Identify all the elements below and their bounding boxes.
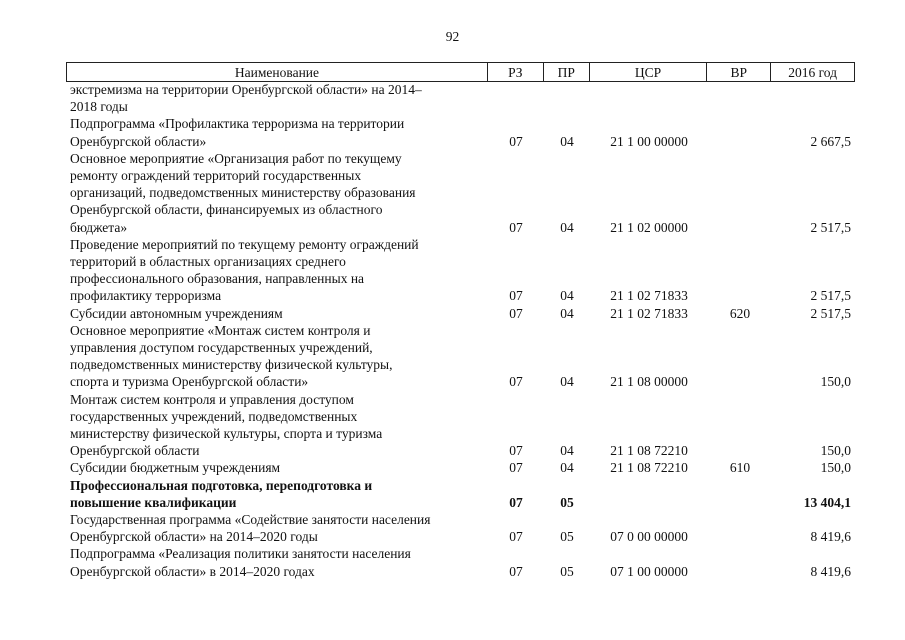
table-row <box>66 477 855 511</box>
row-rz: 07 <box>509 563 523 579</box>
table-row <box>66 511 855 545</box>
header-vr: ВР <box>707 63 771 81</box>
page-number: 92 <box>445 29 460 44</box>
row-name: Основное мероприятие «Организация работ по текущему ремонту ограждений территорий государственных организаций, подведомственных министерству образования Оренбургской области, финансируемых из областного бюджета» <box>70 150 416 235</box>
row-csr: 21 1 08 72210 <box>610 460 688 476</box>
table-row <box>66 545 855 579</box>
row-amount: 150,0 <box>820 374 851 390</box>
row-csr: 21 1 00 00000 <box>610 133 688 149</box>
row-name: Подпрограмма «Реализация политики занятости населения Оренбургской области» в 2014–2020 годах <box>70 546 411 579</box>
row-name: Профессиональная подготовка, переподготовка и повышение квалификации <box>70 477 373 510</box>
row-name: Субсидии бюджетным учреждениям <box>70 460 281 476</box>
row-vr: 610 <box>729 460 751 476</box>
row-pr: 04 <box>560 305 574 321</box>
row-amount: 2 517,5 <box>810 288 851 304</box>
table-row <box>66 322 855 391</box>
row-name: Монтаж систем контроля и управления доступом государственных учреждений, подведомственных министерству физической культуры, спорта и туризма Оренбургской области <box>70 391 383 459</box>
row-csr: 21 1 08 72210 <box>610 443 688 459</box>
row-pr: 04 <box>560 133 574 149</box>
header-pr: ПР <box>544 63 590 81</box>
row-name: Государственная программа «Содействие занятости населения Оренбургской области» на 2014–2020 годы <box>70 512 431 545</box>
row-amount: 150,0 <box>820 460 851 476</box>
row-name: Субсидии автономным учреждениям <box>70 305 283 321</box>
row-amount: 150,0 <box>820 443 851 459</box>
row-name: экстремизма на территории Оренбургской области» на 2014– 2018 годы <box>70 82 422 115</box>
row-pr: 05 <box>560 529 574 545</box>
table-body <box>66 81 855 580</box>
row-pr: 04 <box>560 288 574 304</box>
row-csr: 21 1 02 00000 <box>610 219 688 235</box>
row-rz: 07 <box>509 219 523 235</box>
row-name: Основное мероприятие «Монтаж систем контроля и управления доступом государственных учреждений, подведомственных министерству физической культуры, спорта и туризма Оренбургской области» <box>70 322 393 390</box>
row-name: Проведение мероприятий по текущему ремонту ограждений территорий в областных организациях среднего профессионального образования, направленных на профилактику терроризма <box>70 236 419 304</box>
table-row <box>66 305 855 322</box>
row-rz: 07 <box>509 529 523 545</box>
row-amount: 8 419,6 <box>810 563 851 579</box>
row-pr: 04 <box>560 374 574 390</box>
row-vr: 620 <box>729 305 751 321</box>
table-header <box>66 62 855 82</box>
table-row <box>66 459 855 476</box>
row-rz: 07 <box>509 374 523 390</box>
row-csr: 21 1 02 71833 <box>610 288 688 304</box>
row-pr: 05 <box>560 563 574 579</box>
row-csr: 21 1 08 00000 <box>610 374 688 390</box>
row-csr: 07 1 00 00000 <box>610 563 688 579</box>
row-pr: 04 <box>560 219 574 235</box>
table-row <box>66 391 855 460</box>
row-csr: 07 0 00 00000 <box>610 529 688 545</box>
row-amount: 8 419,6 <box>810 529 851 545</box>
row-rz: 07 <box>509 494 523 510</box>
row-name: Подпрограмма «Профилактика терроризма на территории Оренбургской области» <box>70 116 405 149</box>
row-rz: 07 <box>509 305 523 321</box>
table-row <box>66 81 855 115</box>
row-amount: 2 667,5 <box>810 133 851 149</box>
row-amount: 13 404,1 <box>803 494 851 510</box>
row-rz: 07 <box>509 288 523 304</box>
row-pr: 04 <box>560 460 574 476</box>
row-rz: 07 <box>509 443 523 459</box>
row-rz: 07 <box>509 460 523 476</box>
header-year: 2016 год <box>788 65 838 80</box>
header-csr: ЦСР <box>590 63 708 81</box>
row-rz: 07 <box>509 133 523 149</box>
row-amount: 2 517,5 <box>810 219 851 235</box>
table-row <box>66 115 855 149</box>
row-pr: 04 <box>560 443 574 459</box>
table-row <box>66 150 855 236</box>
header-name: Наименование <box>67 63 488 81</box>
row-pr: 05 <box>560 494 574 510</box>
header-rz: РЗ <box>488 63 544 81</box>
row-csr: 21 1 02 71833 <box>610 305 688 321</box>
table-row <box>66 236 855 305</box>
row-amount: 2 517,5 <box>810 305 851 321</box>
